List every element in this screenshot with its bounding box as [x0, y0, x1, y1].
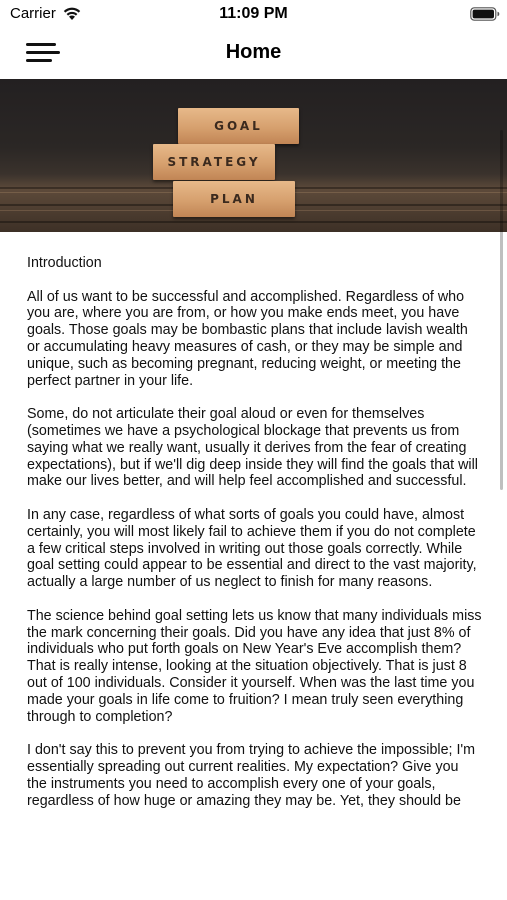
strategy-block: STRATEGY: [153, 144, 275, 180]
status-time: 11:09 PM: [219, 5, 288, 22]
battery-icon: [470, 7, 500, 21]
carrier-label: Carrier: [10, 5, 56, 22]
hero-image: [0, 79, 507, 232]
article-heading: Introduction: [27, 255, 102, 271]
goal-block: GOAL: [178, 108, 299, 144]
article-paragraph: I don't say this to prevent you from trying to achieve the impossible; I'm essentially spreading out current realities. My expectation? Give you the instruments you need to accomplish every one of your goals, regardless of how huge or amazing they may be. Yet, they should be: [27, 742, 476, 809]
article-paragraph: In any case, regardless of what sorts of goals you could have, almost certainly, you will most likely fail to achieve them if you do not complete a few critical steps involved in writing out those goals correctly. While goal setting could appear to be essential and direct to the vast majority, actually a large number of us neglect to finish for many reasons.: [27, 506, 477, 591]
status-bar: [0, 0, 507, 30]
article-content: [27, 255, 482, 840]
scroll-indicator[interactable]: [500, 130, 503, 490]
article-paragraph: Some, do not articulate their goal aloud or even for themselves (sometimes we have a psychological blockage that prevents us from saying what we really want, usually it derives from the fear of creating expectations), but if we'll dig deep inside they will find the goals that will make our lives better, and will help feel accomplished and successful.: [27, 406, 478, 490]
navigation-bar: [0, 30, 507, 78]
page-title: Home: [225, 41, 282, 63]
plan-block: PLAN: [173, 181, 295, 217]
article-paragraph: The science behind goal setting lets us know that many individuals miss the mark concerning their goals. Did you have any idea that just 8% of individuals who put forth goals on New Year's Eve accomplish them? That is really intense, looking at the situation objectively. That is just 8 out of 100 individuals. Consider it yourself. When was the last time you made your goals in life come to fruition? I mean truly seen everything through to completion?: [27, 607, 482, 725]
article-paragraph: All of us want to be successful and accomplished. Regardless of who you are, where you are from, or how you make ends meet, you have goals. Those goals may be bombastic plans that include lavish wealth or accumulating heavy measures of cash, or they may be simple and unique, such as becoming pregnant, reducing weight, or meeting the perfect partner in your life.: [27, 288, 468, 389]
